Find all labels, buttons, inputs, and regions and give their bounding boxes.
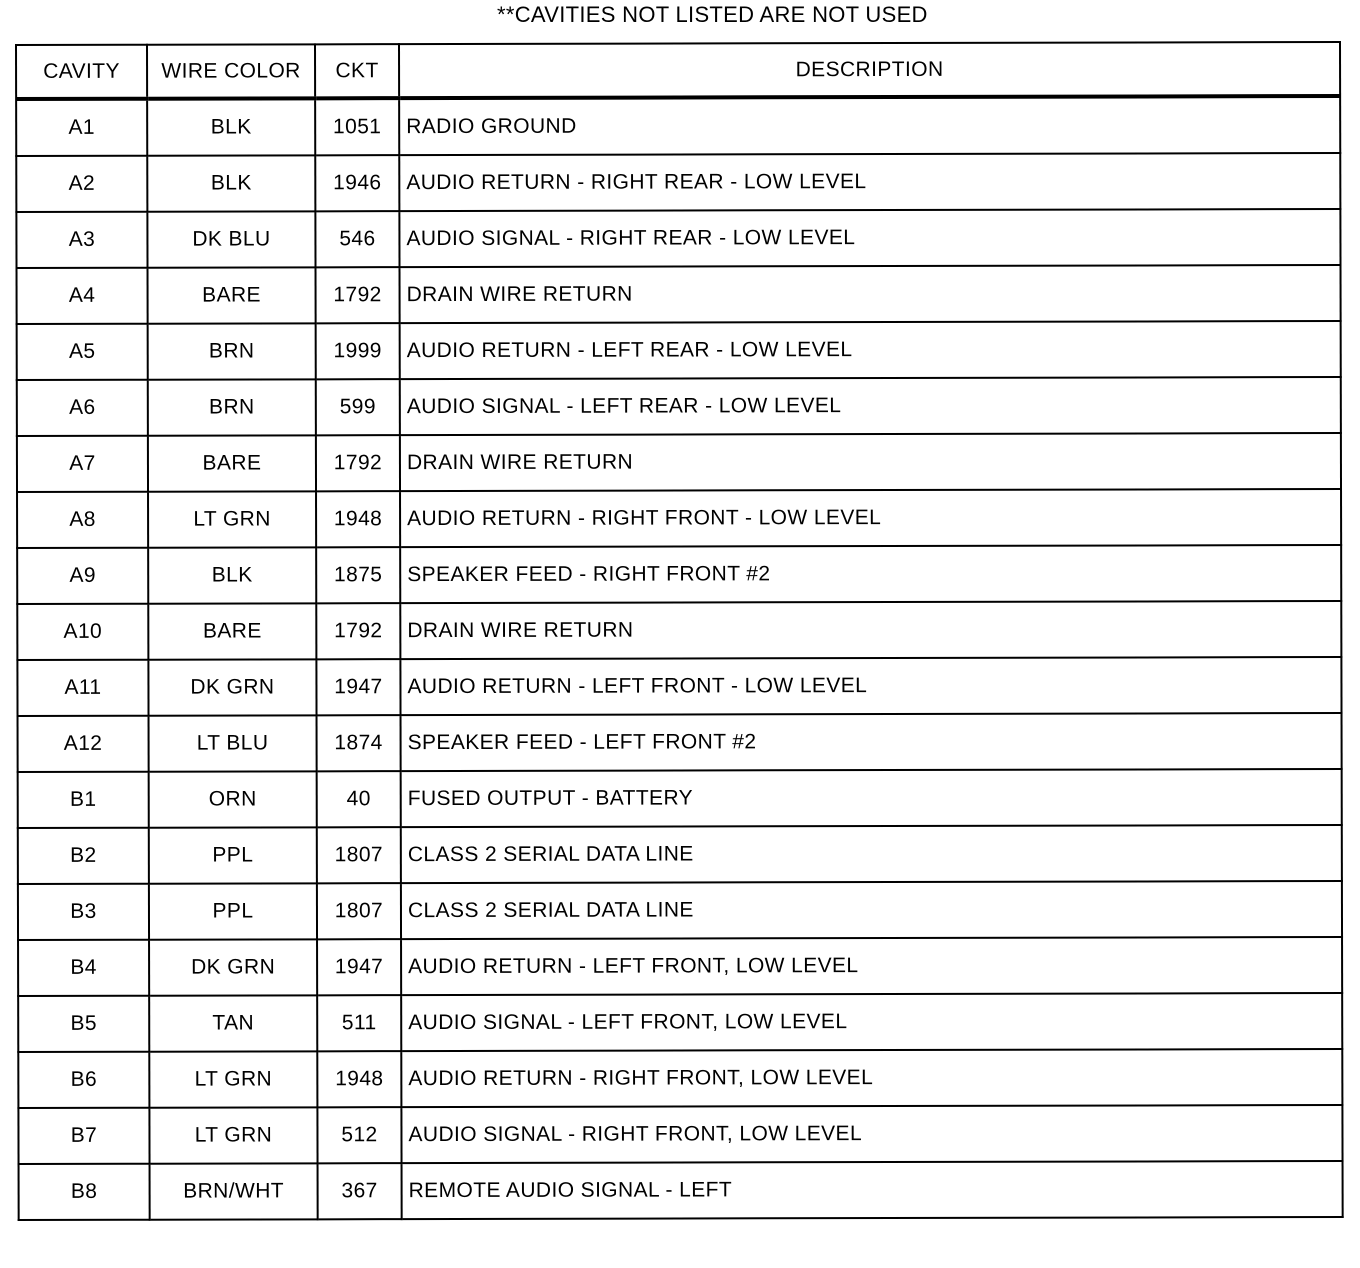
table-row (17, 321, 1341, 380)
column-header-ckt: CKT (315, 44, 399, 98)
wire-color-cell: LT GRN (148, 491, 316, 547)
circuit-number-cell: 1807 (317, 883, 401, 939)
wire-color-cell: BRN/WHT (150, 1163, 318, 1219)
cavity-cell: B8 (19, 1164, 150, 1220)
cavity-cell: A7 (17, 436, 148, 492)
table-row (16, 96, 1340, 156)
wire-color-cell: LT GRN (149, 1051, 317, 1107)
description-cell: FUSED OUTPUT - BATTERY (401, 769, 1342, 827)
cavity-cell: B4 (18, 940, 149, 996)
description-cell: AUDIO RETURN - LEFT FRONT, LOW LEVEL (401, 937, 1342, 995)
description-cell: RADIO GROUND (399, 96, 1340, 155)
cavity-cell: B1 (18, 772, 149, 828)
description-cell: AUDIO RETURN - RIGHT FRONT, LOW LEVEL (401, 1049, 1342, 1107)
cavity-cell: A10 (17, 604, 148, 660)
cavity-cell: A11 (17, 660, 148, 716)
cavity-cell: A4 (17, 268, 148, 324)
circuit-number-cell: 512 (317, 1107, 401, 1163)
circuit-number-cell: 1792 (316, 603, 400, 659)
wire-color-cell: PPL (149, 827, 317, 883)
description-cell: AUDIO RETURN - RIGHT FRONT - LOW LEVEL (400, 489, 1341, 547)
table-row (19, 1161, 1343, 1220)
wire-color-cell: BARE (148, 267, 316, 323)
wire-color-cell: DK BLU (147, 211, 315, 267)
circuit-number-cell: 40 (317, 771, 401, 827)
table-row (18, 769, 1342, 828)
cavity-cell: A5 (17, 324, 148, 380)
circuit-number-cell: 367 (318, 1163, 402, 1219)
circuit-number-cell: 1946 (315, 155, 399, 211)
column-header-cavity: CAVITY (16, 45, 147, 99)
description-cell: DRAIN WIRE RETURN (400, 433, 1341, 491)
circuit-number-cell: 1948 (316, 491, 400, 547)
table-row (18, 881, 1342, 940)
column-header-wire-color: WIRE COLOR (147, 44, 315, 98)
wire-color-cell: DK GRN (149, 939, 317, 995)
description-cell: AUDIO SIGNAL - LEFT REAR - LOW LEVEL (400, 377, 1341, 435)
circuit-number-cell: 1807 (317, 827, 401, 883)
wire-color-cell: BARE (148, 603, 316, 659)
table-row (18, 1049, 1342, 1108)
wire-color-cell: LT GRN (149, 1107, 317, 1163)
table-row (16, 209, 1340, 268)
cavity-cell: B3 (18, 884, 149, 940)
description-cell: AUDIO SIGNAL - RIGHT FRONT, LOW LEVEL (401, 1105, 1342, 1163)
table-row (17, 489, 1341, 548)
table-row (17, 377, 1341, 436)
table-header-row (16, 42, 1340, 99)
circuit-number-cell: 1792 (316, 435, 400, 491)
table-row (17, 433, 1341, 492)
description-cell: AUDIO SIGNAL - LEFT FRONT, LOW LEVEL (401, 993, 1342, 1051)
circuit-number-cell: 1874 (317, 715, 401, 771)
wire-color-cell: BRN (148, 379, 316, 435)
description-cell: AUDIO RETURN - RIGHT REAR - LOW LEVEL (399, 153, 1340, 211)
wire-color-cell: BARE (148, 435, 316, 491)
circuit-number-cell: 1875 (316, 547, 400, 603)
cavity-cell: B7 (18, 1108, 149, 1164)
table-row (17, 545, 1341, 604)
table-body (16, 96, 1343, 1220)
description-cell: AUDIO RETURN - LEFT REAR - LOW LEVEL (400, 321, 1341, 379)
description-cell: DRAIN WIRE RETURN (400, 265, 1341, 323)
description-cell: AUDIO SIGNAL - RIGHT REAR - LOW LEVEL (399, 209, 1340, 267)
description-cell: SPEAKER FEED - RIGHT FRONT #2 (400, 545, 1341, 603)
cavity-cell: A2 (16, 156, 147, 212)
description-cell: REMOTE AUDIO SIGNAL - LEFT (402, 1161, 1343, 1219)
circuit-number-cell: 546 (315, 211, 399, 267)
cavity-cell: A3 (16, 212, 147, 268)
cavity-cell: A6 (17, 380, 148, 436)
cavity-cell: A12 (18, 716, 149, 772)
circuit-number-cell: 1947 (317, 939, 401, 995)
wire-color-cell: BLK (147, 155, 315, 211)
table-row (16, 153, 1340, 212)
table-row (18, 993, 1342, 1052)
description-cell: CLASS 2 SERIAL DATA LINE (401, 881, 1342, 939)
cavity-cell: B6 (18, 1052, 149, 1108)
wire-color-cell: TAN (149, 995, 317, 1051)
table-row (18, 825, 1342, 884)
wire-color-cell: DK GRN (148, 659, 316, 715)
table-row (17, 657, 1341, 716)
circuit-number-cell: 599 (316, 379, 400, 435)
cavity-cell: B2 (18, 828, 149, 884)
cavity-cell: A8 (17, 492, 148, 548)
wire-color-cell: PPL (149, 883, 317, 939)
wire-color-cell: BLK (147, 98, 315, 155)
cavity-cell: A1 (16, 99, 147, 156)
cavities-note: **CAVITIES NOT LISTED ARE NOT USED (497, 2, 928, 27)
table-row (18, 937, 1342, 996)
wire-color-cell: BRN (148, 323, 316, 379)
description-cell: DRAIN WIRE RETURN (400, 601, 1341, 659)
table-row (17, 265, 1341, 324)
circuit-number-cell: 1051 (315, 98, 399, 155)
table-row (18, 1105, 1342, 1164)
circuit-number-cell: 1999 (316, 323, 400, 379)
circuit-number-cell: 511 (317, 995, 401, 1051)
table-row (18, 713, 1342, 772)
wire-color-cell: BLK (148, 547, 316, 603)
wire-color-cell: LT BLU (149, 715, 317, 771)
description-cell: SPEAKER FEED - LEFT FRONT #2 (401, 713, 1342, 771)
wire-color-cell: ORN (149, 771, 317, 827)
description-cell: AUDIO RETURN - LEFT FRONT - LOW LEVEL (400, 657, 1341, 715)
circuit-number-cell: 1792 (316, 267, 400, 323)
connector-cavity-table (15, 41, 1344, 1221)
circuit-number-cell: 1947 (316, 659, 400, 715)
circuit-number-cell: 1948 (317, 1051, 401, 1107)
cavity-cell: B5 (18, 996, 149, 1052)
table-row (17, 601, 1341, 660)
cavity-cell: A9 (17, 548, 148, 604)
description-cell: CLASS 2 SERIAL DATA LINE (401, 825, 1342, 883)
column-header-description: DESCRIPTION (399, 42, 1340, 98)
